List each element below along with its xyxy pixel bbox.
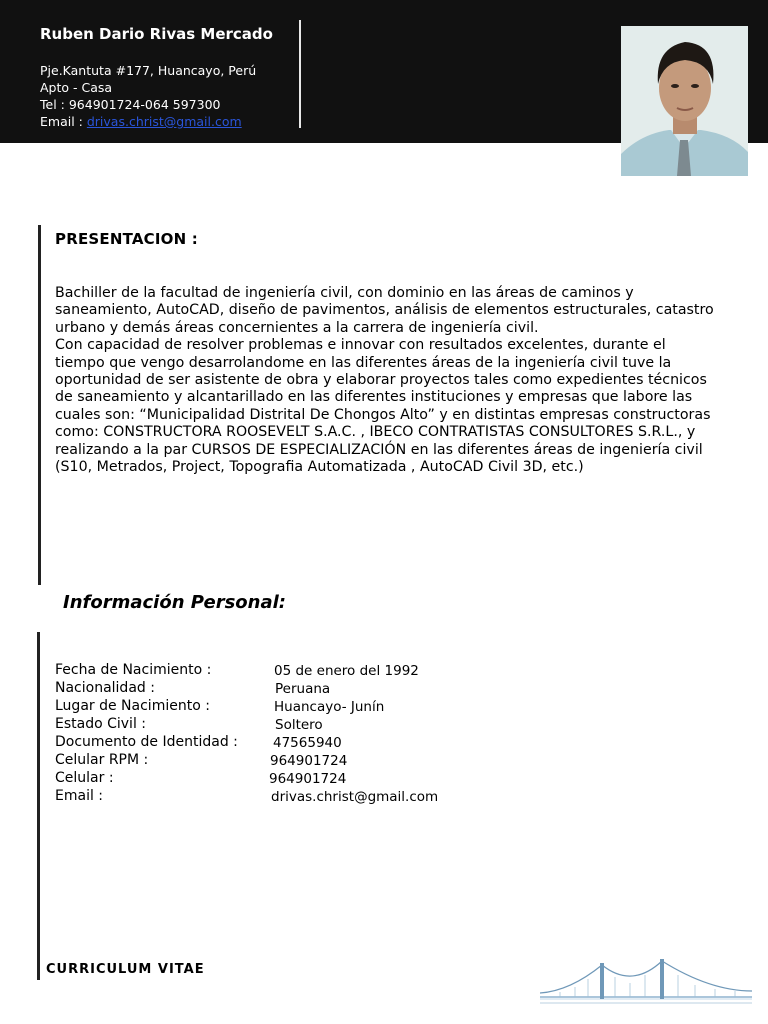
info-value: 964901724: [269, 771, 347, 787]
presentation-paragraph-3: (S10, Metrados, Project, Topografia Automatizada , AutoCAD Civil 3D, etc.): [55, 459, 584, 476]
curriculum-vitae-label: CURRICULUM VITAE: [46, 962, 205, 977]
presentation-title: PRESENTACION :: [55, 230, 198, 248]
info-label: Estado Civil :: [55, 716, 147, 732]
info-label: Fecha de Nacimiento :: [55, 662, 212, 678]
email-link[interactable]: drivas.christ@gmail.com: [86, 114, 242, 129]
email-label: Email :: [40, 114, 83, 129]
info-value: 47565940: [273, 735, 342, 751]
header-divider: [299, 20, 301, 128]
presentation-side-rule: [38, 225, 41, 585]
info-value: Peruana: [275, 681, 331, 697]
bridge-illustration: [540, 955, 752, 1005]
info-value: Huancayo- Junín: [274, 699, 385, 715]
info-label: Documento de Identidad :: [55, 734, 238, 750]
info-label: Celular :: [55, 770, 114, 786]
apartment-line: Apto - Casa: [40, 80, 113, 95]
info-label: Celular RPM :: [55, 752, 149, 768]
email-line: [40, 113, 256, 130]
presentation-text: [55, 285, 715, 476]
personal-info-title: Información Personal:: [63, 592, 286, 613]
info-value: 05 de enero del 1992: [274, 663, 419, 679]
info-value: 964901724: [270, 753, 348, 769]
info-value: drivas.christ@gmail.com: [271, 789, 439, 805]
contact-block: [40, 62, 256, 130]
profile-photo: [621, 26, 748, 176]
phone-line: Tel : 964901724-064 597300: [40, 97, 221, 112]
info-label: Email :: [55, 788, 104, 804]
personal-info-side-rule: [37, 632, 40, 980]
presentation-paragraph-2: Con capacidad de resolver problemas e innovar con resultados excelentes, durante el tiempo que vengo desarrolandome en las diferentes áreas de la ingeniería civil tuve la oportunidad de ser asistente de obra y elaborar proyectos tales como expedientes técnicos de saneamiento y alcantarillado en las diferentes instituciones y empresas que labore las cuales son: “Municipalidad Distrital De Chongos Alto” y en distintas empresas constructoras como: CONSTRUCTORA ROOSEVELT S.A.C. , IBECO CONTRATISTAS CONSULTORES S.R.L., y realizando a la par CURSOS DE ESPECIALIZACIÓN en las diferentes áreas de ingeniería civil: [55, 337, 711, 458]
presentation-paragraph-1: Bachiller de la facultad de ingeniería civil, con dominio en las áreas de caminos y saneamiento, AutoCAD, diseño de pavimentos, análisis de elementos estructurales, catastro urbano y demás áreas concernientes a la carrera de ingeniería civil.: [55, 285, 714, 336]
info-value: Soltero: [275, 717, 323, 733]
info-label: Lugar de Nacimiento :: [55, 698, 210, 714]
info-label: Nacionalidad :: [55, 680, 155, 696]
candidate-name: Ruben Dario Rivas Mercado: [40, 25, 273, 43]
address-line: Pje.Kantuta #177, Huancayo, Perú: [40, 63, 257, 78]
